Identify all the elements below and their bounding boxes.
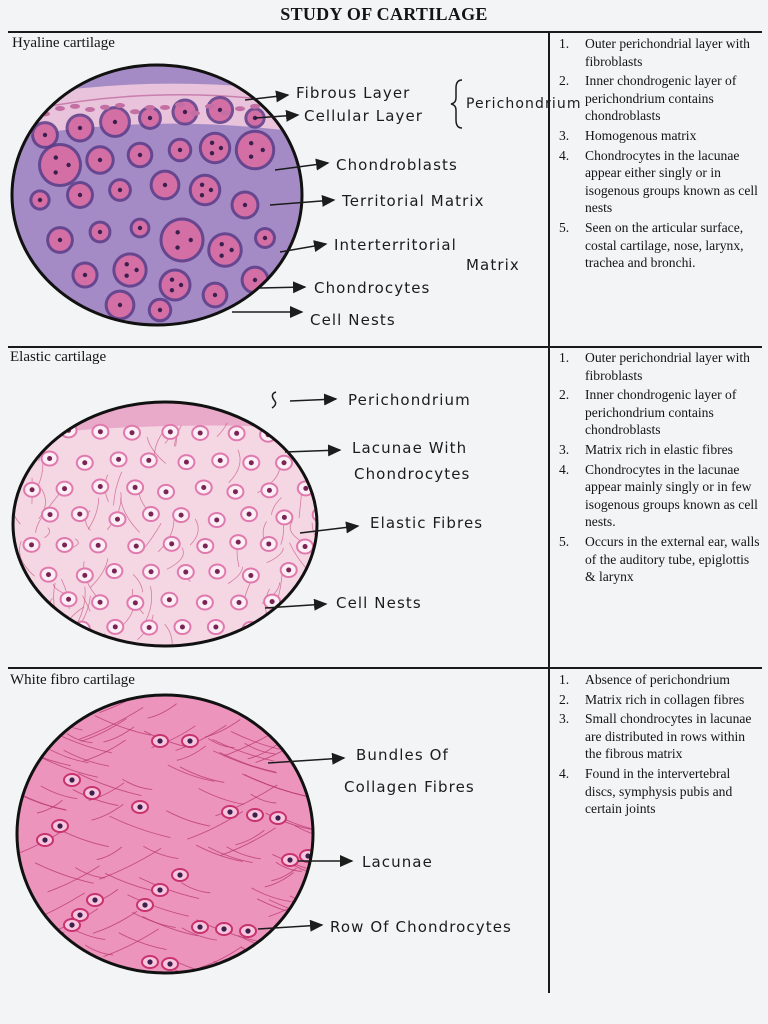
hyaline-nucleus — [163, 183, 167, 187]
elastic-fibre-strand — [227, 636, 232, 656]
elastic-nucleus — [82, 460, 87, 465]
elastic-nucleus — [180, 624, 185, 629]
elastic-nucleus — [183, 570, 188, 575]
elastic-nucleus — [77, 512, 82, 517]
fibro-nucleus — [167, 961, 172, 966]
hyaline-nucleus — [98, 158, 102, 162]
elastic-nucleus — [130, 430, 135, 435]
fibro-nucleus — [89, 790, 94, 795]
elastic-fibre-strand — [292, 440, 298, 452]
elastic-lacuna — [43, 620, 59, 634]
hyaline-nucleus — [58, 238, 62, 242]
elastic-nucleus — [98, 484, 103, 489]
elastic-nucleus — [282, 460, 287, 465]
collagen-fibre — [17, 939, 44, 948]
hyaline-nucleus — [253, 278, 257, 282]
hyaline-nucleus — [170, 288, 174, 292]
hyaline-nucleus — [78, 126, 82, 130]
hyaline-nucleus — [249, 141, 253, 145]
hyaline-nucleus — [175, 245, 179, 249]
elastic-nucleus — [148, 512, 153, 517]
elastic-lacuna — [311, 565, 327, 579]
note-item: 5. Seen on the articular surface, costal cartilage, nose, larynx, trachea and bronchi. — [559, 219, 744, 271]
hyaline-nucleus — [158, 308, 162, 312]
elastic-nucleus — [184, 460, 189, 465]
fibro-nucleus — [92, 897, 97, 902]
hyaline-nucleus — [118, 303, 122, 307]
elastic-nucleus — [202, 600, 207, 605]
elastic-nucleus — [112, 569, 117, 574]
label-lacunae-with: Lacunae With — [352, 439, 468, 457]
hyaline-nucleus — [200, 193, 204, 197]
perichondrial-fibroblast — [160, 105, 170, 110]
elastic-nucleus — [30, 487, 35, 492]
collagen-fibre — [300, 895, 341, 909]
label-elastic-fibres: Elastic Fibres — [370, 514, 484, 532]
fibro-nucleus — [77, 912, 82, 917]
note-item: 3. Small chondrocytes in lacunae are distributed in rows within the fibrous matrix — [559, 711, 752, 762]
hyaline-nucleus — [213, 293, 217, 297]
perichondrial-fibroblast — [145, 105, 155, 110]
perichondrial-fibroblast — [190, 111, 200, 116]
pointer-elastic-perichondrium — [290, 399, 336, 401]
collagen-fibre — [307, 722, 362, 750]
collagen-fibre — [214, 964, 278, 987]
elastic-nucleus — [198, 430, 203, 435]
hyaline-nucleus — [148, 116, 152, 120]
perichondrial-fibroblast — [280, 106, 290, 111]
elastic-nucleus — [169, 541, 174, 546]
hyaline-lacuna — [41, 146, 79, 184]
note-item: 3. Matrix rich in elastic fibres — [559, 441, 733, 457]
collagen-fibre — [305, 936, 363, 956]
label-bundles-of: Bundles Of — [356, 746, 449, 764]
collagen-fibre — [312, 898, 374, 920]
elastic-lacuna — [27, 597, 43, 611]
note-item: 2. Inner chondrogenic layer of perichondrium contains chondroblasts — [559, 73, 737, 124]
elastic-nucleus — [66, 597, 71, 602]
hyaline-nucleus — [210, 141, 214, 145]
elastic-nucleus — [28, 430, 33, 435]
note-item: 1. Outer perichondrial layer with fibroblasts — [559, 350, 750, 383]
elastic-nucleus — [98, 429, 103, 434]
note-item: 1. Absence of perichondrium — [559, 672, 730, 687]
collagen-fibre — [282, 940, 339, 960]
elastic-nucleus — [201, 485, 206, 490]
elastic-lacuna — [312, 455, 328, 469]
section-label-fibro: White fibro cartilage — [10, 672, 135, 688]
elastic-nucleus — [98, 600, 103, 605]
collagen-fibre — [323, 687, 352, 701]
hyaline-nucleus — [179, 283, 183, 287]
hyaline-nucleus — [261, 148, 265, 152]
elastic-nucleus — [249, 460, 254, 465]
elastic-nucleus — [149, 569, 154, 574]
perichondrial-fibroblast — [175, 102, 185, 107]
fibro-nucleus — [57, 823, 62, 828]
fibro-nucleus — [69, 922, 74, 927]
collagen-fibre — [300, 948, 325, 961]
fibro-nucleus — [197, 924, 202, 929]
elastic-nucleus — [303, 486, 308, 491]
label-collagen-fibres: Collagen Fibres — [344, 778, 475, 796]
fibro-nucleus — [227, 809, 232, 814]
fibro-cartilage-drawing — [12, 685, 374, 987]
section-label-hyaline: Hyaline cartilage — [12, 35, 115, 51]
elastic-nucleus — [248, 573, 253, 578]
hyaline-nucleus — [175, 230, 179, 234]
elastic-nucleus — [62, 542, 67, 547]
perichondrium-brace — [451, 80, 462, 128]
collagen-fibre — [316, 725, 371, 744]
label-elastic-perichondrium: Perichondrium — [348, 391, 471, 409]
hyaline-lacuna — [210, 235, 240, 265]
note-item: 1. Outer perichondrial layer with fibroblasts — [559, 36, 750, 69]
hyaline-nucleus — [219, 254, 223, 258]
elastic-nucleus — [303, 544, 308, 549]
elastic-nucleus — [283, 624, 288, 629]
fibro-nucleus — [252, 812, 257, 817]
elastic-nucleus — [234, 431, 239, 436]
elastic-nucleus — [286, 568, 291, 573]
hyaline-nucleus — [124, 273, 128, 277]
hyaline-lacuna — [162, 220, 201, 259]
perichondrial-fibroblast — [55, 106, 65, 111]
elastic-nucleus — [29, 542, 34, 547]
elastic-lacuna — [23, 426, 39, 440]
label-cellular-layer: Cellular Layer — [304, 107, 424, 125]
hyaline-nucleus — [43, 133, 47, 137]
elastic-nucleus — [318, 512, 323, 517]
label-lacunae-chondrocytes: Chondrocytes — [354, 465, 471, 483]
elastic-nucleus — [116, 457, 121, 462]
elastic-lacuna — [313, 620, 329, 634]
hyaline-nucleus — [219, 146, 223, 150]
pointer-lacunae — [285, 450, 340, 452]
fibro-nucleus — [157, 738, 162, 743]
label-chondrocytes: Chondrocytes — [314, 279, 431, 297]
elastic-nucleus — [133, 485, 138, 490]
fibro-nucleus — [177, 872, 182, 877]
perichondrial-fibroblast — [220, 110, 230, 115]
elastic-nucleus — [48, 512, 53, 517]
collagen-fibre — [290, 896, 343, 915]
elastic-nucleus — [266, 541, 271, 546]
elastic-nucleus — [62, 486, 67, 491]
elastic-nucleus — [218, 458, 223, 463]
pointer-chondrocytes — [260, 287, 305, 288]
elastic-lacuna — [294, 596, 310, 610]
hyaline-nucleus — [249, 155, 253, 159]
elastic-nucleus — [302, 432, 307, 437]
note-item: 3. Homogenous matrix — [559, 127, 697, 143]
page-title: STUDY OF CARTILAGE — [280, 4, 488, 24]
hyaline-nucleus — [53, 170, 57, 174]
label-row-of-chondrocytes: Row Of Chondrocytes — [330, 918, 512, 936]
fibro-nucleus — [221, 926, 226, 931]
elastic-nucleus — [213, 625, 218, 630]
elastic-nucleus — [215, 569, 220, 574]
elastic-nucleus — [233, 489, 238, 494]
fibro-nucleus — [187, 738, 192, 743]
elastic-nucleus — [237, 600, 242, 605]
elastic-nucleus — [282, 515, 287, 520]
elastic-nucleus — [147, 625, 152, 630]
elastic-nucleus — [115, 517, 120, 522]
elastic-nucleus — [164, 489, 169, 494]
label-interterritorial-matrix: Matrix — [466, 256, 520, 274]
elastic-nucleus — [247, 512, 252, 517]
perichondrial-fibroblast — [85, 107, 95, 112]
hyaline-nucleus — [113, 120, 117, 124]
perichondrial-fibroblast — [70, 104, 80, 109]
collagen-fibre — [326, 704, 369, 719]
perichondrial-fibroblast — [115, 103, 125, 108]
elastic-nucleus — [203, 543, 208, 548]
fibro-nucleus — [137, 804, 142, 809]
hyaline-nucleus — [138, 226, 142, 230]
hyaline-nucleus — [263, 236, 267, 240]
fibro-nucleus — [42, 837, 47, 842]
note-item: 4. Chondrocytes in the lacunae appear either singly or in isogenous groups known as cell nests — [559, 147, 758, 216]
hyaline-nucleus — [98, 230, 102, 234]
hyaline-lacuna — [238, 133, 273, 168]
elastic-nucleus — [179, 513, 184, 518]
elastic-nucleus — [318, 459, 323, 464]
hyaline-nucleus — [54, 155, 58, 159]
section-label-elastic: Elastic cartilage — [10, 349, 107, 365]
hyaline-nucleus — [200, 183, 204, 187]
elastic-fibre-strand — [306, 629, 320, 661]
elastic-nucleus — [270, 599, 275, 604]
elastic-nucleus — [113, 624, 118, 629]
collagen-fibre — [307, 878, 335, 888]
hyaline-nucleus — [66, 163, 70, 167]
collagen-fibre — [263, 707, 307, 722]
fibro-nucleus — [69, 777, 74, 782]
hyaline-nucleus — [210, 151, 214, 155]
hyaline-nucleus — [78, 193, 82, 197]
elastic-nucleus — [267, 488, 272, 493]
collagen-fibre — [311, 724, 361, 742]
label-chondroblasts: Chondroblasts — [336, 156, 458, 174]
label-interterritorial: Interterritorial — [334, 236, 457, 254]
elastic-nucleus — [316, 569, 321, 574]
elastic-nucleus — [319, 625, 324, 630]
fibro-nucleus — [275, 815, 280, 820]
hyaline-nucleus — [220, 242, 224, 246]
label-elastic-cell-nests: Cell Nests — [336, 594, 422, 612]
elastic-nucleus — [96, 543, 101, 548]
elastic-nucleus — [146, 458, 151, 463]
label-perichondrium: Perichondrium — [466, 96, 582, 112]
elastic-cartilage-drawing — [0, 398, 330, 661]
hyaline-nucleus — [243, 203, 247, 207]
hyaline-lacuna — [161, 271, 188, 298]
perichondrial-fibroblast — [205, 104, 215, 109]
elastic-nucleus — [46, 572, 51, 577]
hyaline-nucleus — [170, 278, 174, 282]
perichondrial-fibroblast — [235, 106, 245, 111]
hyaline-lacuna — [202, 135, 229, 162]
collagen-fibre — [266, 718, 310, 733]
elastic-nucleus — [134, 544, 139, 549]
hyaline-nucleus — [189, 238, 193, 242]
elastic-nucleus — [47, 456, 52, 461]
hyaline-nucleus — [178, 148, 182, 152]
note-item: 5. Occurs in the external ear, walls of the auditory tube, epiglottis & larynx — [559, 533, 760, 585]
collagen-fibre — [259, 950, 300, 964]
elastic-fibre-strand — [295, 601, 299, 614]
perichondrial-fibroblast — [100, 105, 110, 110]
elastic-nucleus — [32, 601, 37, 606]
fibro-nucleus — [142, 902, 147, 907]
label-fibrous-layer: Fibrous Layer — [296, 84, 411, 102]
elastic-nucleus — [48, 624, 53, 629]
elastic-perichondrium-brace — [272, 392, 276, 408]
note-item: 4. Found in the intervertebral discs, symphysis pubis and certain joints — [559, 765, 733, 817]
hyaline-nucleus — [125, 262, 129, 266]
fibro-nucleus — [147, 959, 152, 964]
hyaline-nucleus — [209, 188, 213, 192]
perichondrial-fibroblast — [130, 109, 140, 114]
fibro-nucleus — [287, 857, 292, 862]
elastic-nucleus — [236, 540, 241, 545]
hyaline-nucleus — [118, 188, 122, 192]
elastic-nucleus — [167, 597, 172, 602]
elastic-lacuna — [297, 427, 313, 441]
label-cell-nests: Cell Nests — [310, 311, 396, 329]
hyaline-nucleus — [83, 273, 87, 277]
elastic-lacuna — [277, 620, 293, 634]
label-territorial-matrix: Territorial Matrix — [342, 192, 485, 210]
hyaline-lacuna — [192, 177, 219, 204]
hyaline-cartilage-drawing — [0, 65, 320, 325]
hyaline-nucleus — [134, 268, 138, 272]
note-item: 2. Inner chondrogenic layer of perichondrium contains chondroblasts — [559, 387, 737, 438]
hyaline-nucleus — [38, 198, 42, 202]
elastic-fibre-strand — [27, 435, 40, 454]
note-item: 2. Matrix rich in collagen fibres — [559, 691, 745, 707]
elastic-nucleus — [214, 517, 219, 522]
label-fibro-lacunae: Lacunae — [362, 853, 433, 871]
note-item: 4. Chondrocytes in the lacunae appear mainly singly or in few isogenous groups known as cell nests. — [559, 461, 758, 530]
perichondrial-fibroblast — [25, 103, 35, 108]
elastic-nucleus — [300, 600, 305, 605]
elastic-nucleus — [168, 429, 173, 434]
hyaline-nucleus — [183, 110, 187, 114]
hyaline-nucleus — [138, 153, 142, 157]
fibro-nucleus — [245, 928, 250, 933]
elastic-nucleus — [82, 573, 87, 578]
hyaline-lacuna — [115, 255, 144, 284]
elastic-nucleus — [133, 600, 138, 605]
fibro-nucleus — [157, 887, 162, 892]
perichondrial-fibroblast — [250, 104, 260, 109]
hyaline-nucleus — [229, 248, 233, 252]
